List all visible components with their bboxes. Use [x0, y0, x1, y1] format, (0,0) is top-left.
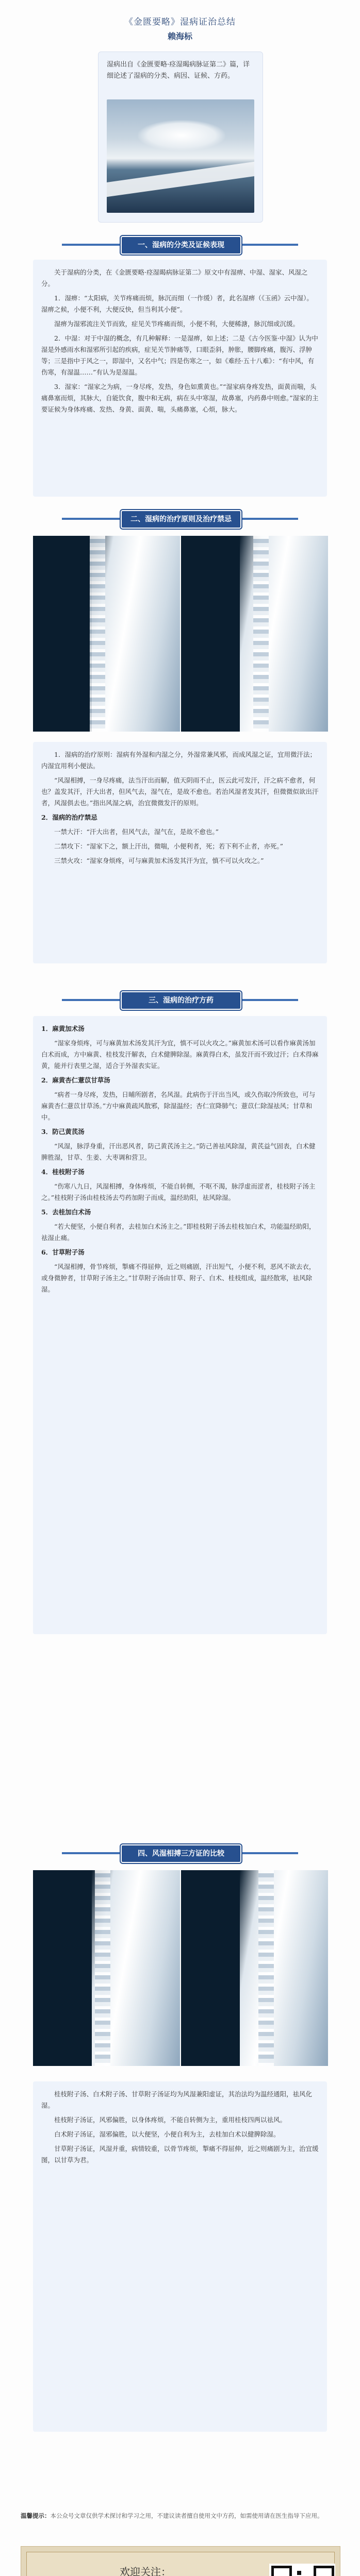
sec3-heading: 1．麻黄加术汤 [41, 1025, 85, 1032]
sec3-para: “风湿相搏，骨节疼烦，掣痛不得屈伸，近之则痛剧，汗出短气，小便不利，恶风不欲去衣，或身微肿者，甘草附子汤主之。”甘草附子汤由甘草、附子、白术、桂枝组成，温经散寒，祛风除湿。 [41, 1263, 316, 1293]
intro-seascape-image [107, 99, 254, 213]
disclaimer-note [21, 2511, 340, 2521]
sec3-heading: 2．麻黄杏仁薏苡甘草汤 [41, 1076, 110, 1084]
sec4-para: 白术附子汤证，湿邪偏胜，以大便坚，小便自利为主，去桂加白术以健脾除湿。 [54, 2130, 280, 2138]
section-title-3: 三、湿病的治疗方药 [121, 991, 241, 1010]
section-banner-4 [62, 1844, 298, 1862]
frozen-shore-photo-left-2 [33, 1870, 180, 2066]
ice-edge [258, 1870, 274, 2066]
section-banner-3 [62, 991, 298, 1009]
follow-card [21, 2546, 340, 2576]
section-2 [33, 742, 327, 963]
article-author: 赖海标 [167, 31, 192, 41]
sec1-para: 1．湿痹：“太阳病，关节疼痛而烦，脉沉而细（一作缓）者，此名湿痹（《玉函》云中湿）。湿痹之候，小便不利，大便反快，但当利其小便”。 [41, 294, 313, 313]
frozen-shore-photo-right [181, 536, 328, 732]
sec3-para: “病者一身尽疼，发热，日晡所剧者，名风湿。此病伤于汗出当风，或久伤取冷所致也，可与麻黄杏仁薏苡甘草汤。”方中麻黄疏风散邪，除湿温经；杏仁宣降肺气；薏苡仁除湿祛风；甘草和中。 [41, 1091, 316, 1121]
sec3-para: “伤寒八九日，风湿相搏，身体疼烦，不能自转侧，不呕不渴，脉浮虚而涩者，桂枝附子汤主之。”桂枝附子汤由桂枝汤去芍药加附子而成，温经助阳，祛风除湿。 [41, 1182, 316, 1201]
sec3-heading: 5．去桂加白术汤 [41, 1208, 91, 1216]
disclaimer-text: 本公众号文章仅供学术探讨和学习之用，不建议读者擅自使用文中方药，如需使用请在医生指导下应用。 [50, 2512, 323, 2519]
sec2-para: 一禁大汗：“汗大出者，但风气去，湿气在，是故不愈也。” [54, 828, 219, 836]
follow-card-inner [26, 2552, 335, 2576]
sec1-para: 3．湿家：“湿家之为病，一身尽疼，发热，身色如熏黄也。”“湿家病身疼发热，面黄而喘，头痛鼻塞而烦，其脉大，自能饮食，腹中和无病，病在头中寒湿，故鼻塞，内药鼻中则愈。”湿家的主要证候为身体疼痛、发热、身黄、面黄、喘，头痛鼻塞，心烦，脉大。 [41, 383, 319, 413]
sec2-para: 1．湿病的治疗原则：湿病有外湿和内湿之分，外湿常兼风邪，而成风湿之证，宜用微汗法；内湿宜用利小便法。 [41, 751, 316, 770]
sec4-para: 桂枝附子汤证，风邪偏胜，以身体疼烦，不能自转侧为主，重用桂枝四两以祛风。 [54, 2116, 287, 2124]
sec3-heading: 3．防己黄芪汤 [41, 1128, 85, 1136]
sec3-para: “风湿，脉浮身重，汗出恶风者，防己黄芪汤主之。”防己善祛风除湿，黄芪益气固表，白术健脾胜湿，甘草、生姜、大枣调和营卫。 [41, 1142, 316, 1161]
section-banner-1 [62, 236, 298, 253]
sec3-para: “若大便坚，小便自利者，去桂加白术汤主之。”即桂枝附子汤去桂枝加白术，功能温经助阳，祛湿止痛。 [41, 1223, 316, 1242]
sec4-para: 桂枝附子汤、白术附子汤、甘草附子汤证均为风湿兼阳虚证，其治法均为温经通阳，祛风化湿。 [41, 2090, 313, 2109]
sec1-para: 2．中湿：对于中湿的概念，有几种解释：一是湿痹，如上述；二是《古今医鉴·中湿》认为中湿是外感雨水和湿邪所引起的疾病，症见关节肿痛等，口眼歪斜，肿胀，腰脚疼痛，腹泻、浮肿等；三是指中于风之一，即湿中，又名中气；四是伤寒之一，如《难经·五十八难》：“有中风，有伤寒，有湿温……”有认为是湿温。 [41, 334, 318, 376]
section-4 [33, 2081, 327, 2432]
section-1 [33, 260, 327, 497]
section-title-2: 二、湿病的治疗原则及治疗禁忌 [121, 510, 241, 529]
cloud-shape [138, 120, 225, 151]
article-title: 《金匮要略》湿病证治总结 [124, 17, 236, 27]
section-title-4: 四、风湿相搏三方证的比较 [121, 1844, 241, 1863]
frost-texture [240, 1870, 328, 2066]
sec3-para: “湿家身烦疼，可与麻黄加术汤发其汗为宜，慎不可以火攻之。”麻黄加术汤可以看作麻黄汤加白术而成，方中麻黄、桂枝发汗解表，白术健脾除湿。麻黄得白术，虽发汗而不致过汗；白术得麻黄，能并行表里之湿，适合于外湿表实证。 [41, 1039, 319, 1070]
sec3-heading: 6．甘草附子汤 [41, 1248, 85, 1256]
section-3 [33, 1016, 327, 1634]
shoreline-shape [107, 159, 254, 198]
section-title-1: 一、湿病的分类及证候表现 [121, 236, 241, 255]
section-banner-2 [62, 510, 298, 528]
sec3-heading: 4．桂枝附子汤 [41, 1168, 85, 1176]
intro-card [98, 52, 263, 223]
calligraphy-seal-icon [42, 2573, 104, 2576]
ice-edge [253, 536, 269, 732]
sec2-para: 三禁火攻：“湿家身烦疼，可与麻黄加术汤发其汗为宜，慎不可以火攻之。” [54, 857, 264, 865]
ice-edge [90, 536, 105, 732]
qr-finder [271, 2566, 292, 2576]
follow-label: 欢迎关注： [120, 2566, 171, 2576]
qr-dot [297, 2571, 301, 2575]
qr-code-icon[interactable] [269, 2564, 335, 2576]
sec1-para: 湿痹为湿邪流注关节而致，症见关节疼痛而烦，小便不利，大便稀溏，脉沉细或沉缓。 [54, 320, 300, 328]
ice-edge [95, 1870, 110, 2066]
qr-finder [314, 2566, 334, 2576]
intro-text: 湿病出自《金匮要略·痉湿暍病脉证第二》篇，详细论述了湿病的分类、病因、证候、方药。 [107, 61, 250, 80]
frozen-shore-photo-right-2 [181, 1870, 328, 2066]
sec2-para: “风湿相搏，一身尽疼痛，法当汗出而解，值天阴雨不止，医云此可发汗，汗之病不愈者，何也？盖发其汗，汗大出者，但风气去，湿气在，是故不愈也。若治风湿者发其汗，但微微似欲出汗者，风湿俱去也。”指出风湿之病，治宜微微发汗的原则。 [41, 776, 319, 807]
sec2-para: 二禁攻下：“湿家下之，额上汗出，微喘，小便利者，死；若下利不止者，亦死。” [54, 842, 284, 850]
frozen-shore-photo-left [33, 536, 180, 732]
sec2-subheading: 2．湿病的治疗禁忌 [41, 814, 97, 821]
disclaimer-label: 温馨提示： [21, 2512, 51, 2519]
sec1-para: 关于湿病的分类，在《金匮要略·痉湿暍病脉证第二》原文中有湿痹、中湿、湿家、风湿之分。 [41, 268, 308, 287]
sec4-para: 甘草附子汤证，风湿并重，病情较重，以骨节疼烦，掣痛不得屈伸，近之则痛剧为主，治宜缓图，以甘草为君。 [41, 2145, 319, 2164]
